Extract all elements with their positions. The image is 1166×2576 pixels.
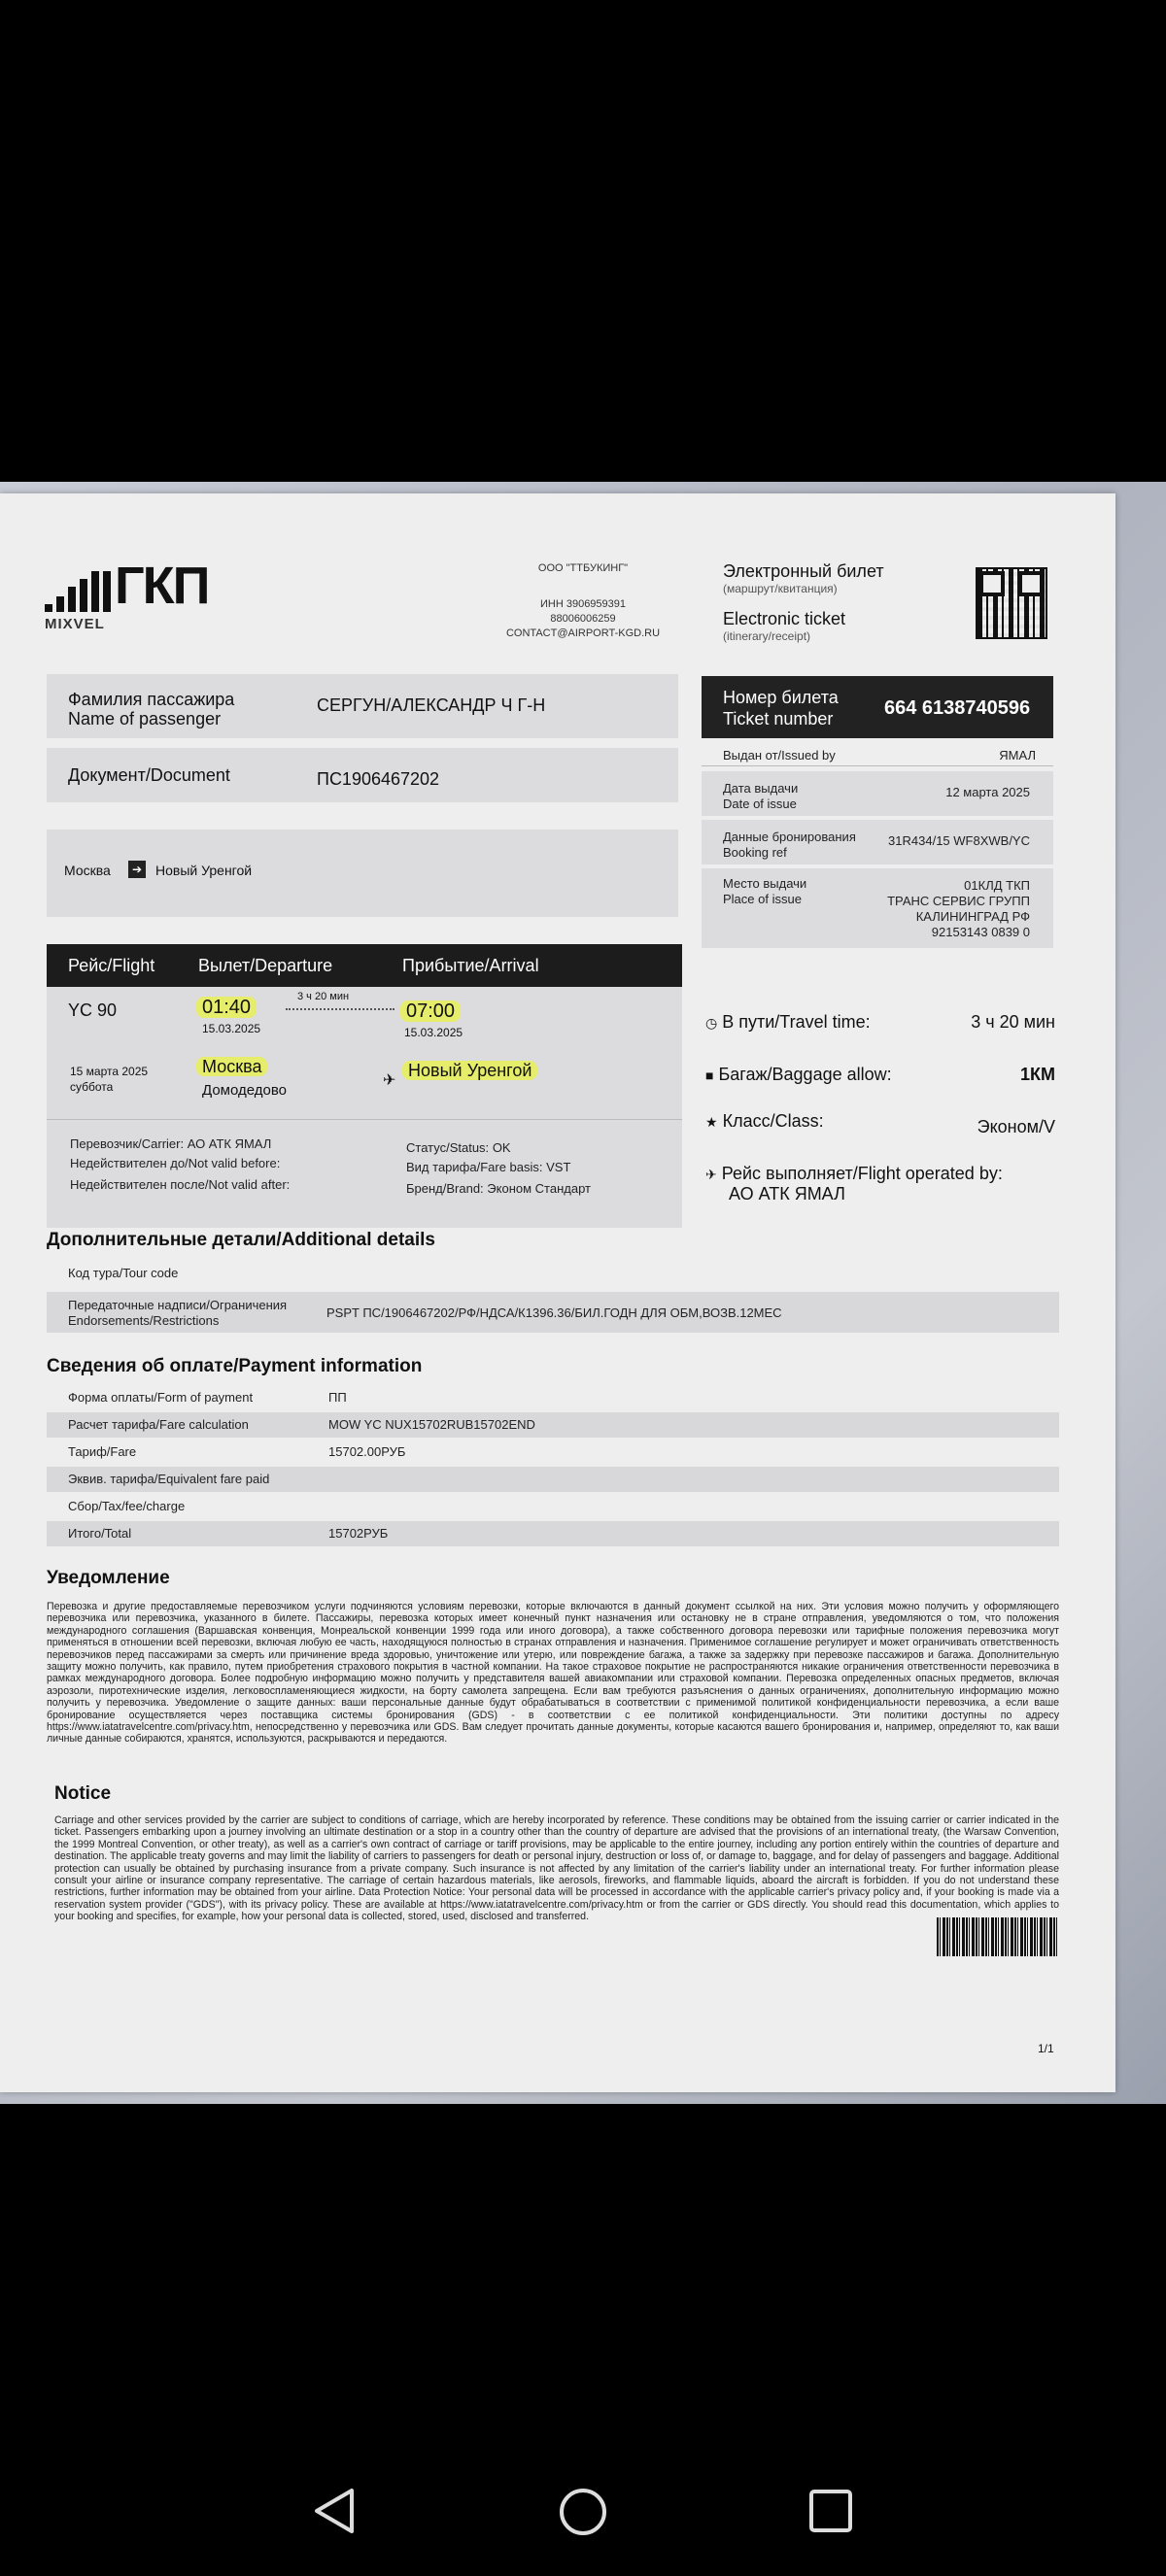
notice-ru-text: Перевозка и другие предоставляемые перевозчиком услуги подчиняются условиям перевозки, которые включаются в данный документ ссылкой на них. Эти условия можно получить у оформляющего перевозчика или перевозчика, указанного в билете. Пассажиры, перевозка которых имеет конечный пункт назначения или остановку не в стране отправления, уведомляются о том, что положения международного соглашения (Варшавская конвенция, Монреальской конвенции 1999 года или иного договора), а также собственного договора перевозки или тарифные положения перевозчика могут применяться в отношении всей перевозки, включая любую ее часть, находящуюся полностью в странах отправления и назначения. Применимое соглашение регулирует и может ограничивать ответственность перевозчиков перед пассажирами за смерть или причинение вреда здоровью, уничтожение или утерю, или повреждение багажа, а также за задержку при перевозке пассажиров и багажа. Дополнительную защиту можно получить, как правило, путем приобретения страхового покрытия в частной компании. На такое страховое покрытие не распространяются никакие ограничения ответственности перевозчика в рамках международного договора. Более подробную информацию можно получить у представителя вашей авиакомпании или страховой компании. Перевозка определенных опасных предметов, включая аэрозоли, пиротехнические изделия, легковоспламеняющиеся жидкости, на борту самолета запрещена. Если вам требуются разъяснения о данных ограничениях, дополнительную информацию можно получить у перевозчика. Уведомление о защите данных: ваши персональные данные будут обрабатываться в соответствии с применимой политикой конфиденциальности перевозчика, а если ваше бронирование осуществляется через поставщика системы бронирования (GDS) - в соответствии с ее политикой конфиденциальности. Эти политики доступны по адресу https://www.iatatravelcentre.com/privacy.htm, непосредственно у перевозчика или GDS. Вам следует прочитать данные документы, которые касаются вашего бронирования и, например, определяют то, как ваши личные данные собираются, хранятся, используются, раскрываются и передаются. xyxy=(47,1601,1059,1746)
equiv-fare-label: Эквив. тарифа/Equivalent fare paid xyxy=(68,1472,270,1486)
endorse-label-2: Endorsements/Restrictions xyxy=(68,1313,220,1328)
arrival-time-text: 07:00 xyxy=(400,1000,461,1022)
company-name: ООО "ТТБУКИНГ" xyxy=(537,562,629,574)
carrier-row xyxy=(70,1136,271,1151)
passenger-name: СЕРГУН/АЛЕКСАНДР Ч Г-Н xyxy=(317,695,546,715)
place-of-issue-row xyxy=(702,868,1053,948)
document-title xyxy=(723,561,937,643)
flight-details-box xyxy=(47,987,682,1228)
additional-details-title: Дополнительные детали/Additional details xyxy=(47,1230,436,1250)
issued-by-value: ЯМАЛ xyxy=(999,748,1036,763)
recents-button[interactable] xyxy=(808,2489,853,2538)
not-valid-before: Недействителен до/Not valid before: xyxy=(70,1156,281,1170)
flight-weekday: суббота xyxy=(70,1080,114,1094)
payment-form-value: ПП xyxy=(328,1390,347,1405)
departure-time-text: 01:40 xyxy=(196,997,257,1018)
document-value: ПС1906467202 xyxy=(317,769,440,789)
route-from: Москва xyxy=(64,863,111,878)
arrival-city xyxy=(402,1061,537,1081)
clock-icon: ◷ xyxy=(705,1015,718,1031)
route-to: Новый Уренгой xyxy=(155,863,253,878)
ticket-number-label-ru: Номер билета xyxy=(723,688,839,707)
notice-ru-title: Уведомление xyxy=(47,1568,170,1588)
operated-by-row xyxy=(705,1164,1065,1204)
fare-calc-label: Расчет тарифа/Fare calculation xyxy=(68,1417,249,1432)
title-en: Electronic ticket xyxy=(723,609,846,628)
date-of-issue-row xyxy=(702,771,1053,816)
title-ru: Электронный билет xyxy=(723,561,884,581)
passenger-label-en: Name of passenger xyxy=(68,709,222,729)
place-line-2: ТРАНС СЕРВИС ГРУПП xyxy=(887,894,1030,908)
place-line-1: 01КЛД ТКП xyxy=(964,878,1030,893)
place-of-issue xyxy=(887,878,1030,940)
class-value: Эконом/V xyxy=(977,1117,1055,1136)
document-box xyxy=(47,748,678,802)
tour-code-label: Код тура/Tour code xyxy=(68,1266,179,1280)
issued-by-row xyxy=(702,742,1053,766)
departure-airport: Домодедово xyxy=(202,1082,287,1099)
date-label-en: Date of issue xyxy=(723,797,797,811)
fare-value: 15702.00РУБ xyxy=(328,1444,406,1459)
issued-by-label: Выдан от/Issued by xyxy=(723,748,836,763)
barcode-icon xyxy=(937,1917,1057,1956)
ticket-number: 664 6138740596 xyxy=(884,697,1031,719)
col-departure: Вылет/Departure xyxy=(198,956,333,975)
flight-header-bar xyxy=(47,944,682,987)
ticket-document xyxy=(0,493,1115,2092)
logo-text: ГКП xyxy=(115,557,209,615)
subtitle-ru: (маршрут/квитанция) xyxy=(723,582,838,595)
arrival-time xyxy=(400,1000,461,1023)
payment-row-equiv xyxy=(47,1467,1059,1492)
payment-row-total xyxy=(47,1521,1059,1546)
carrier-value: АО АТК ЯМАЛ xyxy=(187,1136,272,1151)
flight-number: YC 90 xyxy=(68,1000,118,1020)
date-of-issue: 12 марта 2025 xyxy=(945,785,1030,799)
booking-label-ru: Данные бронирования xyxy=(723,830,856,844)
place-line-3: КАЛИНИНГРАД РФ xyxy=(915,909,1030,924)
ticket-number-box xyxy=(702,676,1053,738)
issuer-company-block xyxy=(466,561,700,641)
brand-row xyxy=(406,1181,591,1196)
mixvel-logo: MIXVEL xyxy=(45,616,105,632)
endorsements-row xyxy=(47,1292,1059,1333)
departure-city-text: Москва xyxy=(196,1057,267,1076)
passenger-label-ru: Фамилия пассажира xyxy=(68,690,235,709)
carrier-label: Перевозчик/Carrier: xyxy=(70,1136,185,1151)
company-contact: CONTACT@AIRPORT-KGD.RU xyxy=(505,627,661,639)
passenger-name-box xyxy=(47,674,678,738)
booking-label-en: Booking ref xyxy=(723,845,787,860)
operated-label: Рейс выполняет/Flight operated by: xyxy=(721,1164,1003,1183)
endorse-label-1: Передаточные надписи/Ограничения xyxy=(68,1298,288,1312)
class-label: Класс/Class: xyxy=(722,1111,824,1131)
airplane-icon: ✈ xyxy=(383,1072,396,1089)
payment-row-form xyxy=(47,1385,1059,1410)
baggage-icon: ■ xyxy=(705,1068,714,1083)
page-number: 1/1 xyxy=(1038,2042,1054,2055)
subtitle-en: (itinerary/receipt) xyxy=(723,629,811,643)
payment-row-fare xyxy=(47,1440,1059,1465)
airplane-small-icon: ✈ xyxy=(705,1167,717,1182)
date-label-ru: Дата выдачи xyxy=(723,781,799,796)
place-label-ru: Место выдачи xyxy=(723,876,807,891)
route-box xyxy=(47,830,678,917)
tax-label: Сбор/Tax/fee/charge xyxy=(68,1499,186,1513)
fare-basis-row xyxy=(406,1160,570,1174)
travel-time-row xyxy=(705,1012,1055,1033)
home-circle-icon xyxy=(558,2487,608,2537)
duration-short: 3 ч 20 мин xyxy=(297,991,350,1002)
col-arrival: Прибытие/Arrival xyxy=(402,956,539,975)
payment-row-calc xyxy=(47,1412,1059,1438)
col-flight: Рейс/Flight xyxy=(68,956,155,975)
fare-label: Тариф/Fare xyxy=(68,1444,137,1459)
booking-ref: 31R434/15 WF8XWB/YC xyxy=(888,833,1030,848)
fare-basis-value: VST xyxy=(546,1160,571,1174)
document-label: Документ/Document xyxy=(68,765,230,785)
travel-time: 3 ч 20 мин xyxy=(971,1012,1055,1032)
fare-calc-value: MOW YC NUX15702RUB15702END xyxy=(328,1417,535,1432)
departure-date: 15.03.2025 xyxy=(202,1022,261,1035)
class-row xyxy=(705,1111,1055,1136)
recents-square-icon xyxy=(808,2489,853,2533)
baggage-value: 1КМ xyxy=(1020,1065,1055,1084)
travel-label: В пути/Travel time: xyxy=(722,1012,871,1032)
notice-en-text: Carriage and other services provided by the carrier are subject to conditions of carriage, which are hereby incorporated by reference. These conditions may be obtained from the issuing carrier or carrier indicated in the ticket. Passengers embarking upon a journey involving an ultimate destination or a stop in a country other than the country of departure are advised that the provisions of an international treaty, (the Warsaw Convention, the 1999 Montreal Convention, or other treaty), as well as a carrier's own contract of carriage or tariff provisions, may be applicable to the entire journey, including any portion entirely within the countries of departure and destination. The applicable treaty governs and may limit the liability of carriers to passengers for death or personal injury, destruction or loss of, or damage to, baggage, and for delay of passengers and baggage. Additional protection can usually be obtained by purchasing insurance from a private company. Such insurance is not affected by any limitation of the carrier's liability under an international treaty. For further information please consult your airline or insurance company representative. The carriage of certain hazardous materials, like aerosols, fireworks, and flammable liquids, aboard the aircraft is forbidden. If you do not understand these restrictions, further information may be obtained from your airline. Data Protection Notice: Your personal data will be processed in accordance with the applicable carrier's privacy policy and, if your booking is made via a reservation system provider ("GDS"), with its privacy policy. These are available at https://www.iatatravelcentre.com/privacy.htm or from the carrier or GDS directly. You should read this documentation, which applies to your booking and specifies, for example, how your personal data is collected, stored, used, disclosed and transferred. xyxy=(54,1814,1059,1923)
not-valid-after: Недействителен после/Not valid after: xyxy=(70,1177,291,1192)
flight-date: 15 марта 2025 xyxy=(70,1065,149,1078)
departure-time xyxy=(196,997,257,1019)
duration-dotted-line xyxy=(286,1008,394,1010)
baggage-row xyxy=(705,1065,1055,1085)
ticket-number-label-en: Ticket number xyxy=(723,709,834,729)
back-button[interactable] xyxy=(313,2487,358,2540)
endorse-value: PSPT ПС/1906467202/РФ/НДСА/К1396.36/БИЛ.ГОДН ДЛЯ ОБМ,ВОЗВ.12МЕС xyxy=(326,1305,782,1320)
payment-title: Сведения об оплате/Payment information xyxy=(47,1356,423,1376)
status-row xyxy=(406,1140,511,1155)
place-label-en: Place of issue xyxy=(723,892,802,906)
baggage-label: Багаж/Baggage allow: xyxy=(718,1065,892,1084)
notice-en-title: Notice xyxy=(54,1783,112,1804)
operated-value: АО АТК ЯМАЛ xyxy=(729,1184,845,1203)
total-value: 15702РУБ xyxy=(328,1526,389,1541)
star-icon: ★ xyxy=(705,1114,718,1130)
divider xyxy=(47,1119,682,1120)
status-label: Статус/Status: xyxy=(406,1140,490,1155)
company-phone: 88006006259 xyxy=(550,613,616,625)
place-line-4: 92153143 0839 0 xyxy=(931,925,1030,939)
arrival-date: 15.03.2025 xyxy=(404,1026,463,1039)
payment-row-tax xyxy=(47,1494,1059,1519)
back-triangle-icon xyxy=(313,2487,358,2535)
payment-form-label: Форма оплаты/Form of payment xyxy=(68,1390,254,1405)
arrow-right-icon: ➔ xyxy=(128,861,146,878)
tour-code-row xyxy=(47,1261,1059,1286)
departure-city xyxy=(196,1057,267,1077)
booking-ref-row xyxy=(702,820,1053,864)
total-label: Итого/Total xyxy=(68,1526,132,1541)
brand-label: Бренд/Brand: xyxy=(406,1181,484,1196)
brand-value: Эконом Стандарт xyxy=(487,1181,591,1196)
status-value: OK xyxy=(492,1140,511,1155)
arrival-city-text: Новый Уренгой xyxy=(402,1061,537,1080)
fare-basis-label: Вид тарифа/Fare basis: xyxy=(406,1160,543,1174)
qr-code-icon xyxy=(976,567,1047,639)
company-inn: ИНН 3906959391 xyxy=(539,598,627,610)
tkp-logo xyxy=(45,557,220,639)
home-button[interactable] xyxy=(558,2487,608,2542)
